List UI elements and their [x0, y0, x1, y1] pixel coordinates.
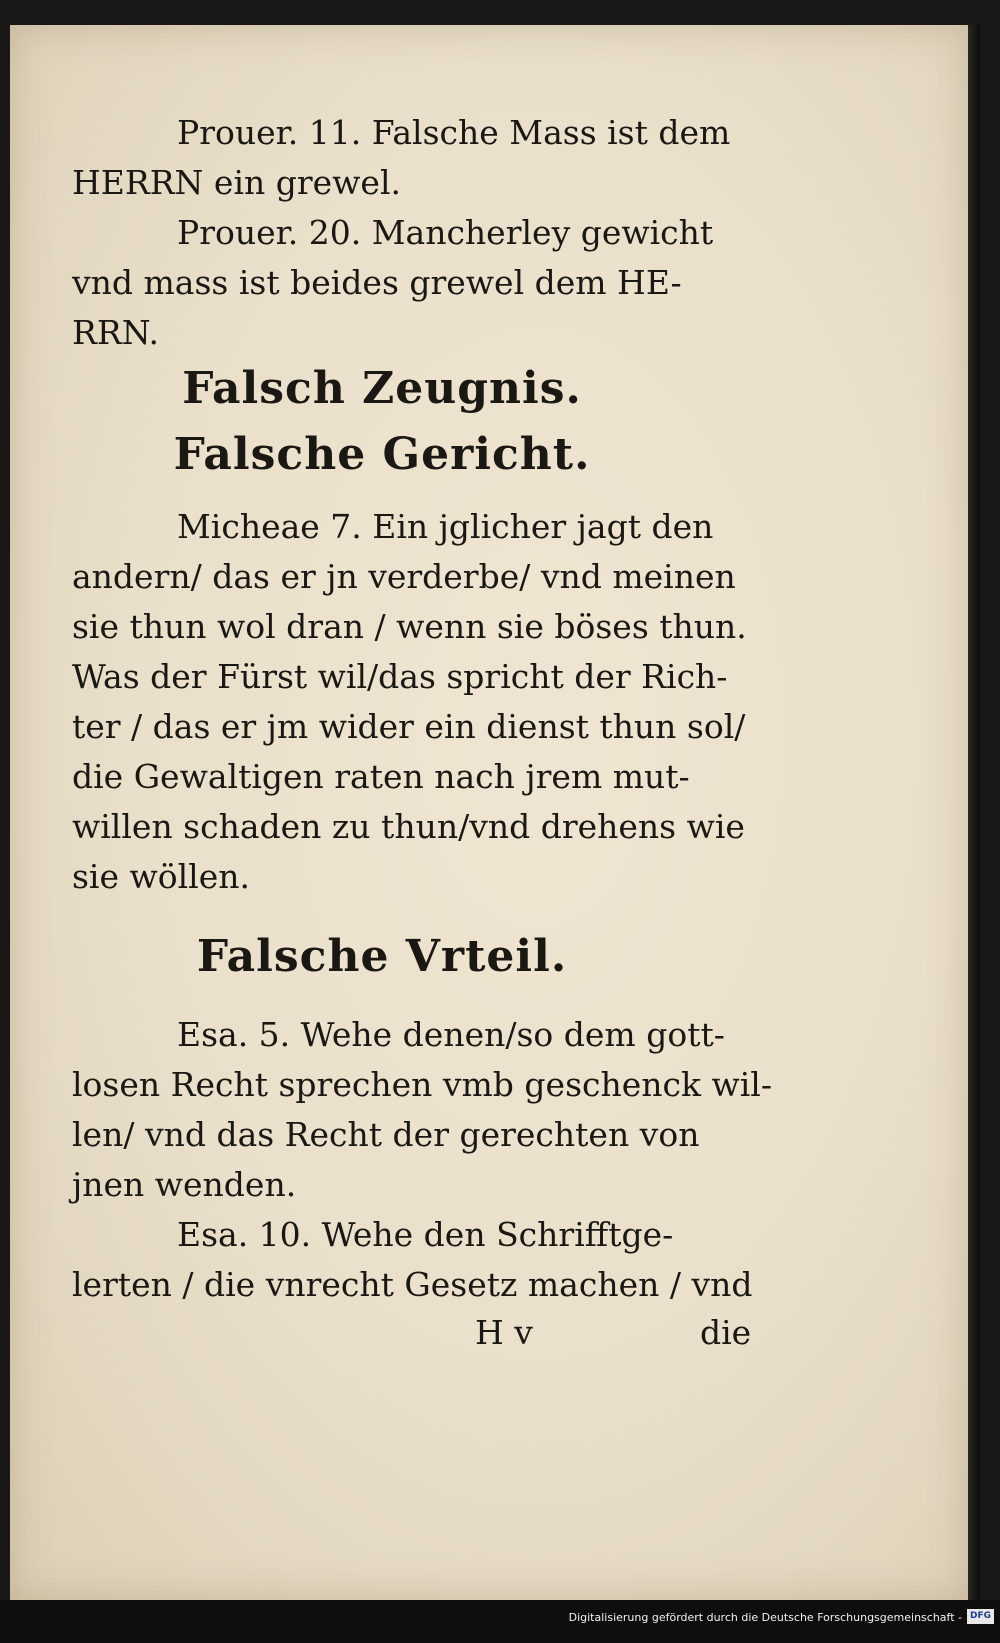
- text-line: HERRN ein grewel.: [72, 163, 402, 202]
- text-line: Was der Fürst wil/das spricht der Rich-: [72, 657, 728, 696]
- page-edge-shadow: [968, 25, 980, 1600]
- text-line: jnen wenden.: [72, 1165, 297, 1204]
- text-line: sie thun wol dran / wenn sie böses thun.: [72, 607, 747, 646]
- text-line: lerten / die vnrecht Gesetz machen / vnd: [72, 1265, 753, 1304]
- text-line: ter / das er jm wider ein dienst thun sol/: [72, 707, 746, 746]
- text-line: RRN.: [72, 313, 159, 352]
- section-heading: Falsche Vrteil.: [196, 931, 568, 982]
- signature-mark: H v: [475, 1313, 533, 1352]
- text-line: Esa. 10. Wehe den Schrifftge-: [177, 1215, 674, 1254]
- funding-credit: Digitalisierung gefördert durch die Deutsche Forschungsgemeinschaft -: [568, 1611, 962, 1624]
- text-line: len/ vnd das Recht der gerechten von: [72, 1115, 700, 1154]
- text-line: losen Recht sprechen vmb geschenck wil-: [72, 1065, 772, 1104]
- dfg-logo: DFG: [967, 1609, 994, 1624]
- catchword: die: [700, 1313, 752, 1352]
- text-line: willen schaden zu thun/vnd drehens wie: [72, 807, 745, 846]
- section-heading: Falsch Zeugnis.: [182, 363, 582, 414]
- text-line: Esa. 5. Wehe denen/so dem gott-: [177, 1015, 725, 1054]
- text-line: andern/ das er jn verderbe/ vnd meinen: [72, 557, 736, 596]
- text-line: Prouer. 20. Mancherley gewicht: [177, 213, 714, 252]
- text-line: sie wöllen.: [72, 857, 251, 896]
- text-line: die Gewaltigen raten nach jrem mut-: [72, 757, 690, 796]
- text-line: vnd mass ist beides grewel dem HE-: [72, 263, 682, 302]
- text-line: Prouer. 11. Falsche Mass ist dem: [177, 113, 731, 152]
- page-text: [72, 108, 772, 1310]
- section-heading: Falsche Gericht.: [173, 429, 591, 480]
- footer-bar: [0, 1600, 1000, 1643]
- text-line: Micheae 7. Ein jglicher jagt den: [177, 507, 714, 546]
